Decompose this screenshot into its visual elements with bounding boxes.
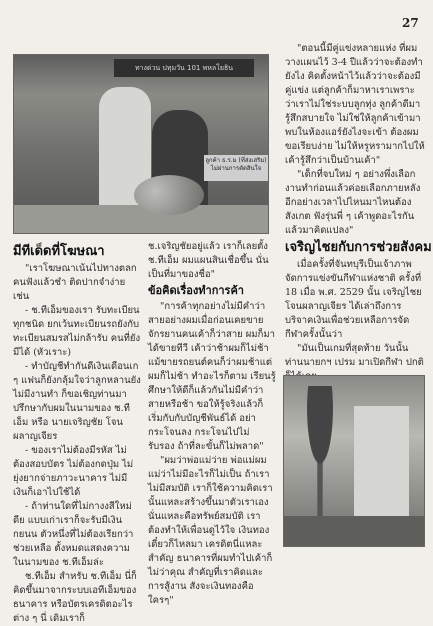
right-column-mid [285, 258, 425, 370]
middle-paragraph: "การค้าทุกอย่างไม่มีคำว่าสายอย่างผมเมื่อก่อนเคยขายจักรยานคนเค้าก็ว่าสาย ผมก็มาได้ขายทีวี เค้าว่าช้าผมก็ไม่ช้า แม้ขายรถยนต์คนก็ว่าผมช้าแต่ผมก็ไม่ช้า ทำอะไรก็ตาม เรียนรู้ศึกษาให้ดีก็แล้วกันไม่มีคำว่าสายหรือช้า ขอให้รู้จริงแล้วก็เริ่มกับกับบัญชีพันธ์ได้ อย่ากระโจนลง กระโจนไปไม่รับรอง ถ้าที่ละขั้นก็ไม่พลาด" [148, 301, 276, 452]
left-paragraph: - ถ้าท่านใดที่ไม่กางงสีใหม่ดีย แบบเก่าเราก็จะรับมีเงินกยนน ตัวหนึ่งที่ไม่ต้องเรียกว่าช่วยเหลือ ตั้งหมดแสดงความในนามของ ช.ทีเอ็มล่ะ [13, 501, 134, 568]
flower-bouquet [134, 175, 204, 215]
right-column-top [285, 42, 425, 236]
right-paragraph: เมื่อครั้งที่จันทบุรีเป็นเจ้าภาพจัดการแข่งขันกีฬาแห่งชาติ ครั้งที่ 18 เมื่อ พ.ศ. 2529 นั้น เจริญไชย โจนผลาญเจียร ได้เล่าถึงการบริจาคเงินเพื่อช่วยเหลือการจัดกีฬาครั้งนั้นว่า [285, 259, 422, 340]
heading-advertising: มีทีเด็ดที่โฆษณา [13, 244, 105, 259]
left-paragraph: - ทำบัญชีทำกันดีเงินเดือนเก ๆ แฟนก็ยังกลุ้มใจว่าลูกหลานยังไม่มีงานทำ ก็ขอเชิญท่านมาปรึกษากับผมในนามของ ช.ทีเอ็ม หรือ นายเจริญชัย โจนผลาญเจียร [13, 361, 141, 442]
right-paragraph: "มันเป็นเกมที่สุดท้าย วันนั้นท่านนายกฯ เปรม มาเปิดกีฬา ปกติ [285, 343, 424, 368]
heading-social-help: เจริญไชยกับการช่วยสังคม [285, 240, 432, 255]
ground [284, 516, 424, 546]
plaque: ลูกค้า ธ.ร.ม (ที่ส่งเสริม) ไม่ผ่านการตัดสินใจ [204, 155, 268, 181]
right-paragraph: "เด็กที่จบใหม่ ๆ อย่างพึ่งเลือกงานทำก่อนแล้วค่อยเลือกภายหลัง อีกอย่างเวลาไปไหนมาไหนต้องสังเกต ฟังรุ่นพี่ ๆ เค้าพูดอะไรกันแล้วมาคิดแปลง" [285, 169, 421, 236]
counter [14, 205, 268, 233]
shop-owners-photo [13, 54, 269, 234]
palm-tree [290, 386, 350, 536]
left-paragraph: ช.ทีเอ็ม สำหรับ ช.ทีเอ็ม นี่ก็คิดขึ้นมาจากระบบเอทีเอ็มของธนาคาร หรือบัตรเครดิตอะไรต่าง ๆ นี่ เดิมเราก็ [13, 571, 137, 624]
clock-tower-photo [283, 375, 425, 547]
middle-paragraph: "ผมว่าพ่อแม่ว่าย พ่อแม่ผมแม่ว่าไม่มีอะไรก็ไม่เป็น ถ้าเราไม่มีสมบัติ เราก็ใช้ความคิดเรานั้นแหละสร้างขึ้นมาตัวเราเองนั่นแหละคือทรัพย์สมบัติ เราต้องทำให้เพื่อนดูไว้ใจ เงินทองเดี๋ยวก็ไหลมา เครดิตนี่แหละสำคัญ ธนาคารที่ผมทำไปเค้าก็ไม่ว่าคุณ สำคัญที่เราคิดและการสู้งาน สังจะเงินทองคือใครๆ" [148, 455, 273, 606]
right-paragraph: "ตอนนี้มีคู่แข่งหลายแห่ง ที่ผมวางแผนไว้ 3-4 ปีแล้วว่าจะต้องทำยังไง คิดตั้งหน้าไว้แล้วว่าจะต้องมีคู่แข่ง แต่ลูกค้าก็มาหาเราเพราะว่าเราไม่ใช่ระบบลูกทุ่ง ลูกค้าดีมารู้สึกสบายใจ ไม่ใช่ให้ลูกค้าเข้ามาพบในห้องแอร์ยังไงจะเข้า ต้องผมขอเรียบง่าย ไม่ให้หรูหรามากไปให้เค้ารู้สึกว่าเป็นบ้านเค้า" [285, 43, 425, 166]
middle-column-top [148, 240, 276, 280]
left-paragraph: - ของเราไม่ต้องมีรหัส ไม่ต้องสอบบัตร ไม่ต้องกดปุ่ม ไม่ยุ่งยากจ่ายภาวะนาคาร ไม่มีเงินก็เอาไปใช้ได้ [13, 445, 134, 498]
heading-trade-thoughts: ข้อคิดเรื่องทำการค้า [148, 284, 244, 297]
left-paragraph: - ช.ทีเอ็มของเรา รับทะเบียนทุกชนิด ยกเว้นทะเบียนรถยังกับทะเบียนสมรสไม่กล้ารับ คนที่ยังมีได้ (หัวเราะ) [13, 305, 141, 358]
page-number: 27 [402, 16, 419, 30]
middle-column [148, 300, 276, 606]
left-paragraph: "เราโฆษณาเน้นไปทางตลก คนฟังแล้วชำ ติดปากจำง่าย เช่น [13, 263, 137, 302]
shop-sign: ทางด่วน ปทุมวัน 101 พหลโยธิน [114, 59, 254, 77]
left-column [13, 262, 141, 624]
middle-paragraph: ช.เจริญชัยอยู่แล้ว เราก็เลยตั้ง ช.ทีเอ็ม ผมแผนสินเชื่อขึ้น นั่นเป็นที่มาของชื่อ" [148, 241, 269, 280]
